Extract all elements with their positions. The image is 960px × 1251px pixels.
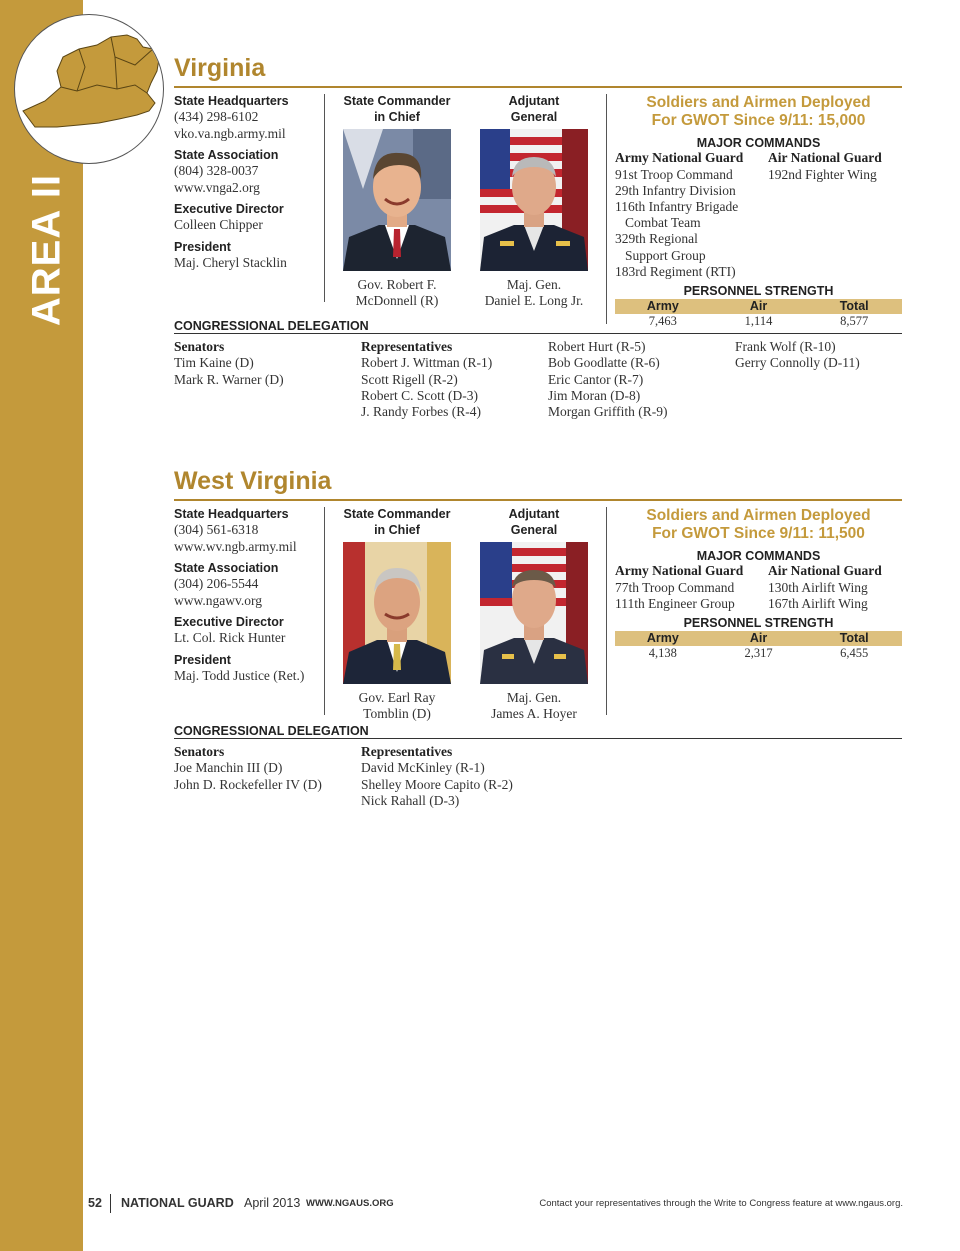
assoc-label: State Association [174,148,279,162]
ps-value-total: 8,577 [840,313,869,328]
list-item: John D. Rockefeller IV (D) [174,776,322,792]
list-item: Shelley Moore Capito (R-2) [361,776,513,792]
ps-label-air: Air [749,630,768,645]
list-item: Frank Wolf (R-10) [735,339,836,354]
ps-value-army: 7,463 [648,313,677,328]
assoc-phone: (804) 328-0037 [174,163,259,178]
list-item: 116th Infantry Brigade [615,198,739,214]
representatives-label: Representatives [361,744,453,759]
divider [324,507,325,715]
list-item: Morgan Griffith (R-9) [548,404,668,420]
commander-caption-2: Tomblin (D) [363,706,431,721]
adjutant-caption-2: Daniel E. Long Jr. [484,293,584,308]
adjutant-head: Adjutant [508,94,560,108]
magazine-name: NATIONAL GUARD [121,1196,234,1210]
west-virginia-adjutant [474,506,594,722]
delegation-rule [174,333,902,334]
list-item: 329th Regional [615,231,698,247]
list-item: Scott Rigell (R-2) [361,371,458,387]
deploy-line-2: For GWOT Since 9/11: 15,000 [651,112,866,129]
divider [606,507,607,715]
virginia-stats [615,94,902,329]
state-title-virginia: Virginia [174,54,266,82]
list-item: 130th Airlift Wing [768,579,868,595]
virginia-senators [174,339,364,388]
list-item: Mark R. Warner (D) [174,371,284,387]
west-virginia-senators [174,744,364,793]
hq-url[interactable]: vko.va.ngb.army.mil [174,125,286,141]
congressional-delegation-heading: CONGRESSIONAL DELEGATION [174,724,369,738]
commander-caption-2: McDonnell (R) [355,293,439,308]
adjutant-head: Adjutant [508,507,560,521]
list-item: J. Randy Forbes (R-4) [361,404,481,420]
list-item: 167th Airlift Wing [768,595,868,611]
pres-label: President [174,652,231,667]
area-sidebar [0,0,83,1251]
ps-value-total: 6,455 [840,645,869,660]
governor-photo [343,542,451,684]
ps-value-air: 2,317 [744,645,773,660]
pres-name: Maj. Cheryl Stacklin [174,254,287,270]
virginia-reps-2 [548,339,738,420]
ps-value-army: 4,138 [648,645,677,660]
virginia-info [174,93,324,276]
list-item: 91st Troop Command [615,166,733,182]
exec-name: Colleen Chipper [174,217,263,232]
major-commands-heading: MAJOR COMMANDS [696,136,821,150]
ps-value-air: 1,114 [744,313,773,328]
list-item: Joe Manchin III (D) [174,760,283,776]
adjutant-caption: Maj. Gen. [506,690,562,705]
list-item: Bob Goodlatte (R-6) [548,355,660,371]
virginia-title-rule [174,86,902,88]
west-virginia-info [174,506,324,689]
list-item: 192nd Fighter Wing [768,166,877,182]
commander-caption: Gov. Earl Ray [358,690,436,705]
assoc-url[interactable]: www.ngawv.org [174,592,262,608]
west-virginia-reps [361,744,551,809]
state-title-west-virginia: West Virginia [174,467,332,495]
commander-head-2: in Chief [374,110,420,124]
list-item: David McKinley (R-1) [361,760,485,776]
assoc-label: State Association [174,561,279,575]
hq-url[interactable]: www.wv.ngb.army.mil [174,538,297,554]
governor-photo [343,129,451,271]
army-guard-heading: Army National Guard [615,563,744,578]
exec-label: Executive Director [174,202,284,216]
footer-url[interactable]: WWW.NGAUS.ORG [306,1198,394,1209]
senators-label: Senators [174,744,225,759]
list-item: Combat Team [625,215,701,231]
list-item: Tim Kaine (D) [174,355,254,371]
virginia-reps-3 [735,339,925,372]
west-virginia-stats [615,507,902,661]
ps-label-total: Total [839,630,869,645]
air-guard-heading: Air National Guard [768,563,882,578]
list-item: Robert C. Scott (D-3) [361,387,478,403]
adjutant-caption-2: James A. Hoyer [491,706,577,721]
list-item: Gerry Connolly (D-11) [735,355,860,371]
list-item: Robert J. Wittman (R-1) [361,355,493,371]
page-number: 52 [88,1196,102,1210]
adjutant-head-2: General [510,523,558,537]
area-label: AREA II [24,173,69,327]
list-item: Jim Moran (D-8) [548,387,641,403]
personnel-strength-values [615,646,902,661]
divider [324,94,325,302]
adjutant-photo [480,542,588,684]
hq-phone: (434) 298-6102 [174,109,259,124]
army-guard-heading: Army National Guard [615,150,744,165]
list-item: 183rd Regiment (RTI) [615,263,736,279]
air-guard-heading: Air National Guard [768,150,882,165]
west-virginia-commander [337,506,457,722]
virginia-commander [337,93,457,309]
exec-label: Executive Director [174,615,284,629]
representatives-label: Representatives [361,339,453,354]
commander-head: State Commander [343,94,451,108]
virginia-adjutant [474,93,594,309]
deploy-line-1: Soldiers and Airmen Deployed [646,94,871,111]
region-map [14,14,164,164]
pres-label: President [174,239,231,254]
footer-contact-note: Contact your representatives through the Write to Congress feature at www.ngaus.org. [539,1198,903,1209]
ps-label-army: Army [646,630,679,645]
virginia-reps-1 [361,339,551,420]
adjutant-caption: Maj. Gen. [506,277,562,292]
footer-divider [110,1194,111,1213]
list-item: Eric Cantor (R-7) [548,371,644,387]
page-footer [88,1194,903,1214]
commander-head-2: in Chief [374,523,420,537]
personnel-strength-header [615,299,902,314]
ps-label-total: Total [839,298,869,313]
ps-label-air: Air [749,298,768,313]
list-item: Nick Rahall (D-3) [361,792,460,808]
deploy-line-1: Soldiers and Airmen Deployed [646,507,871,524]
congressional-delegation-heading: CONGRESSIONAL DELEGATION [174,319,369,333]
list-item: Support Group [625,247,706,263]
adjutant-photo [480,129,588,271]
list-item: 111th Engineer Group [615,595,735,611]
commander-head: State Commander [343,507,451,521]
list-item: 29th Infantry Division [615,182,736,198]
personnel-strength-heading: PERSONNEL STRENGTH [683,283,834,298]
hq-label: State Headquarters [174,507,289,521]
list-item: Robert Hurt (R-5) [548,339,646,354]
exec-name: Lt. Col. Rick Hunter [174,630,286,645]
commander-caption: Gov. Robert F. [357,277,437,292]
personnel-strength-header [615,631,902,646]
delegation-rule [174,738,902,739]
major-commands-heading: MAJOR COMMANDS [696,549,821,563]
assoc-phone: (304) 206-5544 [174,576,259,591]
ps-label-army: Army [646,298,679,313]
senators-label: Senators [174,339,225,354]
pres-name: Maj. Todd Justice (Ret.) [174,667,305,683]
personnel-strength-heading: PERSONNEL STRENGTH [683,615,834,630]
deploy-line-2: For GWOT Since 9/11: 11,500 [652,525,865,542]
assoc-url[interactable]: www.vnga2.org [174,179,260,195]
region-map-icon [15,15,163,163]
west-virginia-title-rule [174,499,902,501]
divider [606,94,607,324]
hq-phone: (304) 561-6318 [174,522,259,537]
personnel-strength-values [615,314,902,329]
adjutant-head-2: General [510,110,558,124]
list-item: 77th Troop Command [615,579,735,595]
hq-label: State Headquarters [174,94,289,108]
issue-date: April 2013 [244,1196,301,1210]
